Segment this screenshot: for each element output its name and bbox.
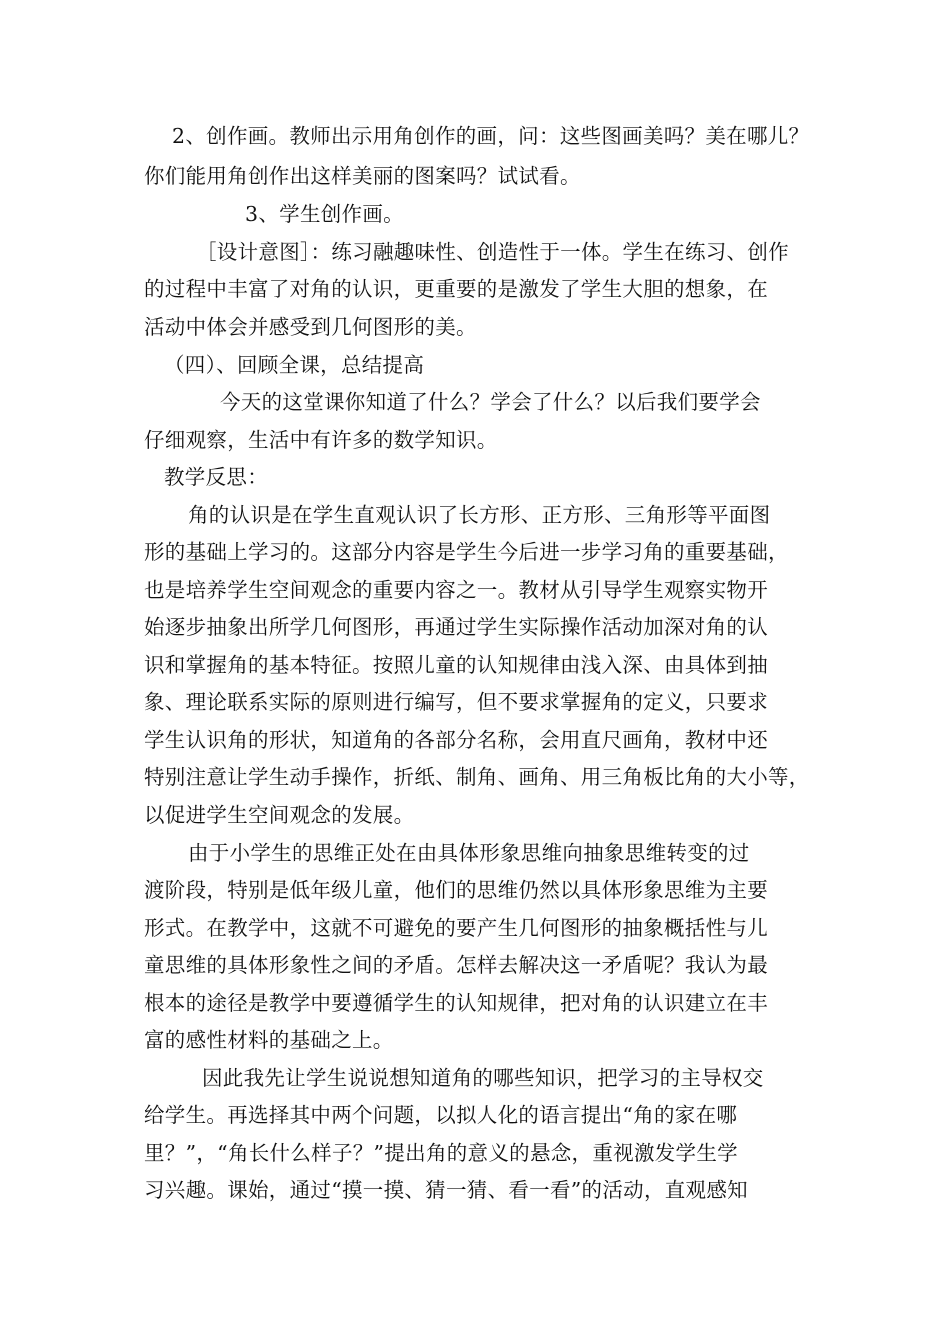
text-line: ［设计意图］：练习融趣味性、创造性于一体。学生在练习、创作	[196, 240, 789, 264]
text-line: 活动中体会并感受到几何图形的美。	[144, 315, 477, 339]
text-line: 2、创作画。教师出示用角创作的画，问：这些图画美吗？美在哪儿？	[172, 124, 810, 148]
text-line: 识和掌握角的基本特征。按照儿童的认知规律由浅入深、由具体到抽	[144, 653, 768, 677]
section-heading: 教学反思：	[164, 465, 268, 489]
section-heading: （四）、回顾全课，总结提高	[164, 353, 425, 377]
text-line: 仔细观察，生活中有许多的数学知识。	[144, 428, 498, 452]
text-line: 里？”，“角长什么样子？”提出角的意义的悬念，重视激发学生学	[144, 1141, 738, 1165]
text-line: 特别注意让学生动手操作，折纸、制角、画角、用三角板比角的大小等，	[144, 765, 810, 789]
text-line: 始逐步抽象出所学几何图形，再通过学生实际操作活动加深对角的认	[144, 615, 768, 639]
text-line: 因此我先让学生说说想知道角的哪些知识，把学习的主导权交	[202, 1066, 764, 1090]
text-line: 你们能用角创作出这样美丽的图案吗？试试看。	[144, 164, 581, 188]
text-line: 渡阶段，特别是低年级儿童，他们的思维仍然以具体形象思维为主要	[144, 878, 768, 902]
text-line: 富的感性材料的基础之上。	[144, 1028, 394, 1052]
text-line: 根本的途径是教学中要遵循学生的认知规律，把对角的认识建立在丰	[144, 991, 768, 1015]
text-line: 的过程中丰富了对角的认识，更重要的是激发了学生大胆的想象，在	[144, 277, 768, 301]
text-line: 今天的这堂课你知道了什么？学会了什么？以后我们要学会	[220, 390, 761, 414]
text-line: 以促进学生空间观念的发展。	[144, 803, 415, 827]
text-line: 习兴趣。课始，通过“摸一摸、猜一猜、看一看”的活动，直观感知	[144, 1178, 748, 1202]
text-line: 形的基础上学习的。这部分内容是学生今后进一步学习角的重要基础，	[144, 540, 789, 564]
text-line: 3、学生创作画。	[245, 202, 404, 226]
text-line: 由于小学生的思维正处在由具体形象思维向抽象思维转变的过	[188, 841, 750, 865]
text-line: 给学生。再选择其中两个问题，以拟人化的语言提出“角的家在哪	[144, 1103, 738, 1127]
text-line: 角的认识是在学生直观认识了长方形、正方形、三角形等平面图	[188, 503, 771, 527]
text-line: 童思维的具体形象性之间的矛盾。怎样去解决这一矛盾呢？我认为最	[144, 953, 768, 977]
text-line: 也是培养学生空间观念的重要内容之一。教材从引导学生观察实物开	[144, 578, 768, 602]
text-line: 学生认识角的形状，知道角的各部分名称，会用直尺画角，教材中还	[144, 728, 768, 752]
text-line: 形式。在教学中，这就不可避免的要产生几何图形的抽象概括性与儿	[144, 916, 768, 940]
text-line: 象、理论联系实际的原则进行编写，但不要求掌握角的定义，只要求	[144, 690, 768, 714]
